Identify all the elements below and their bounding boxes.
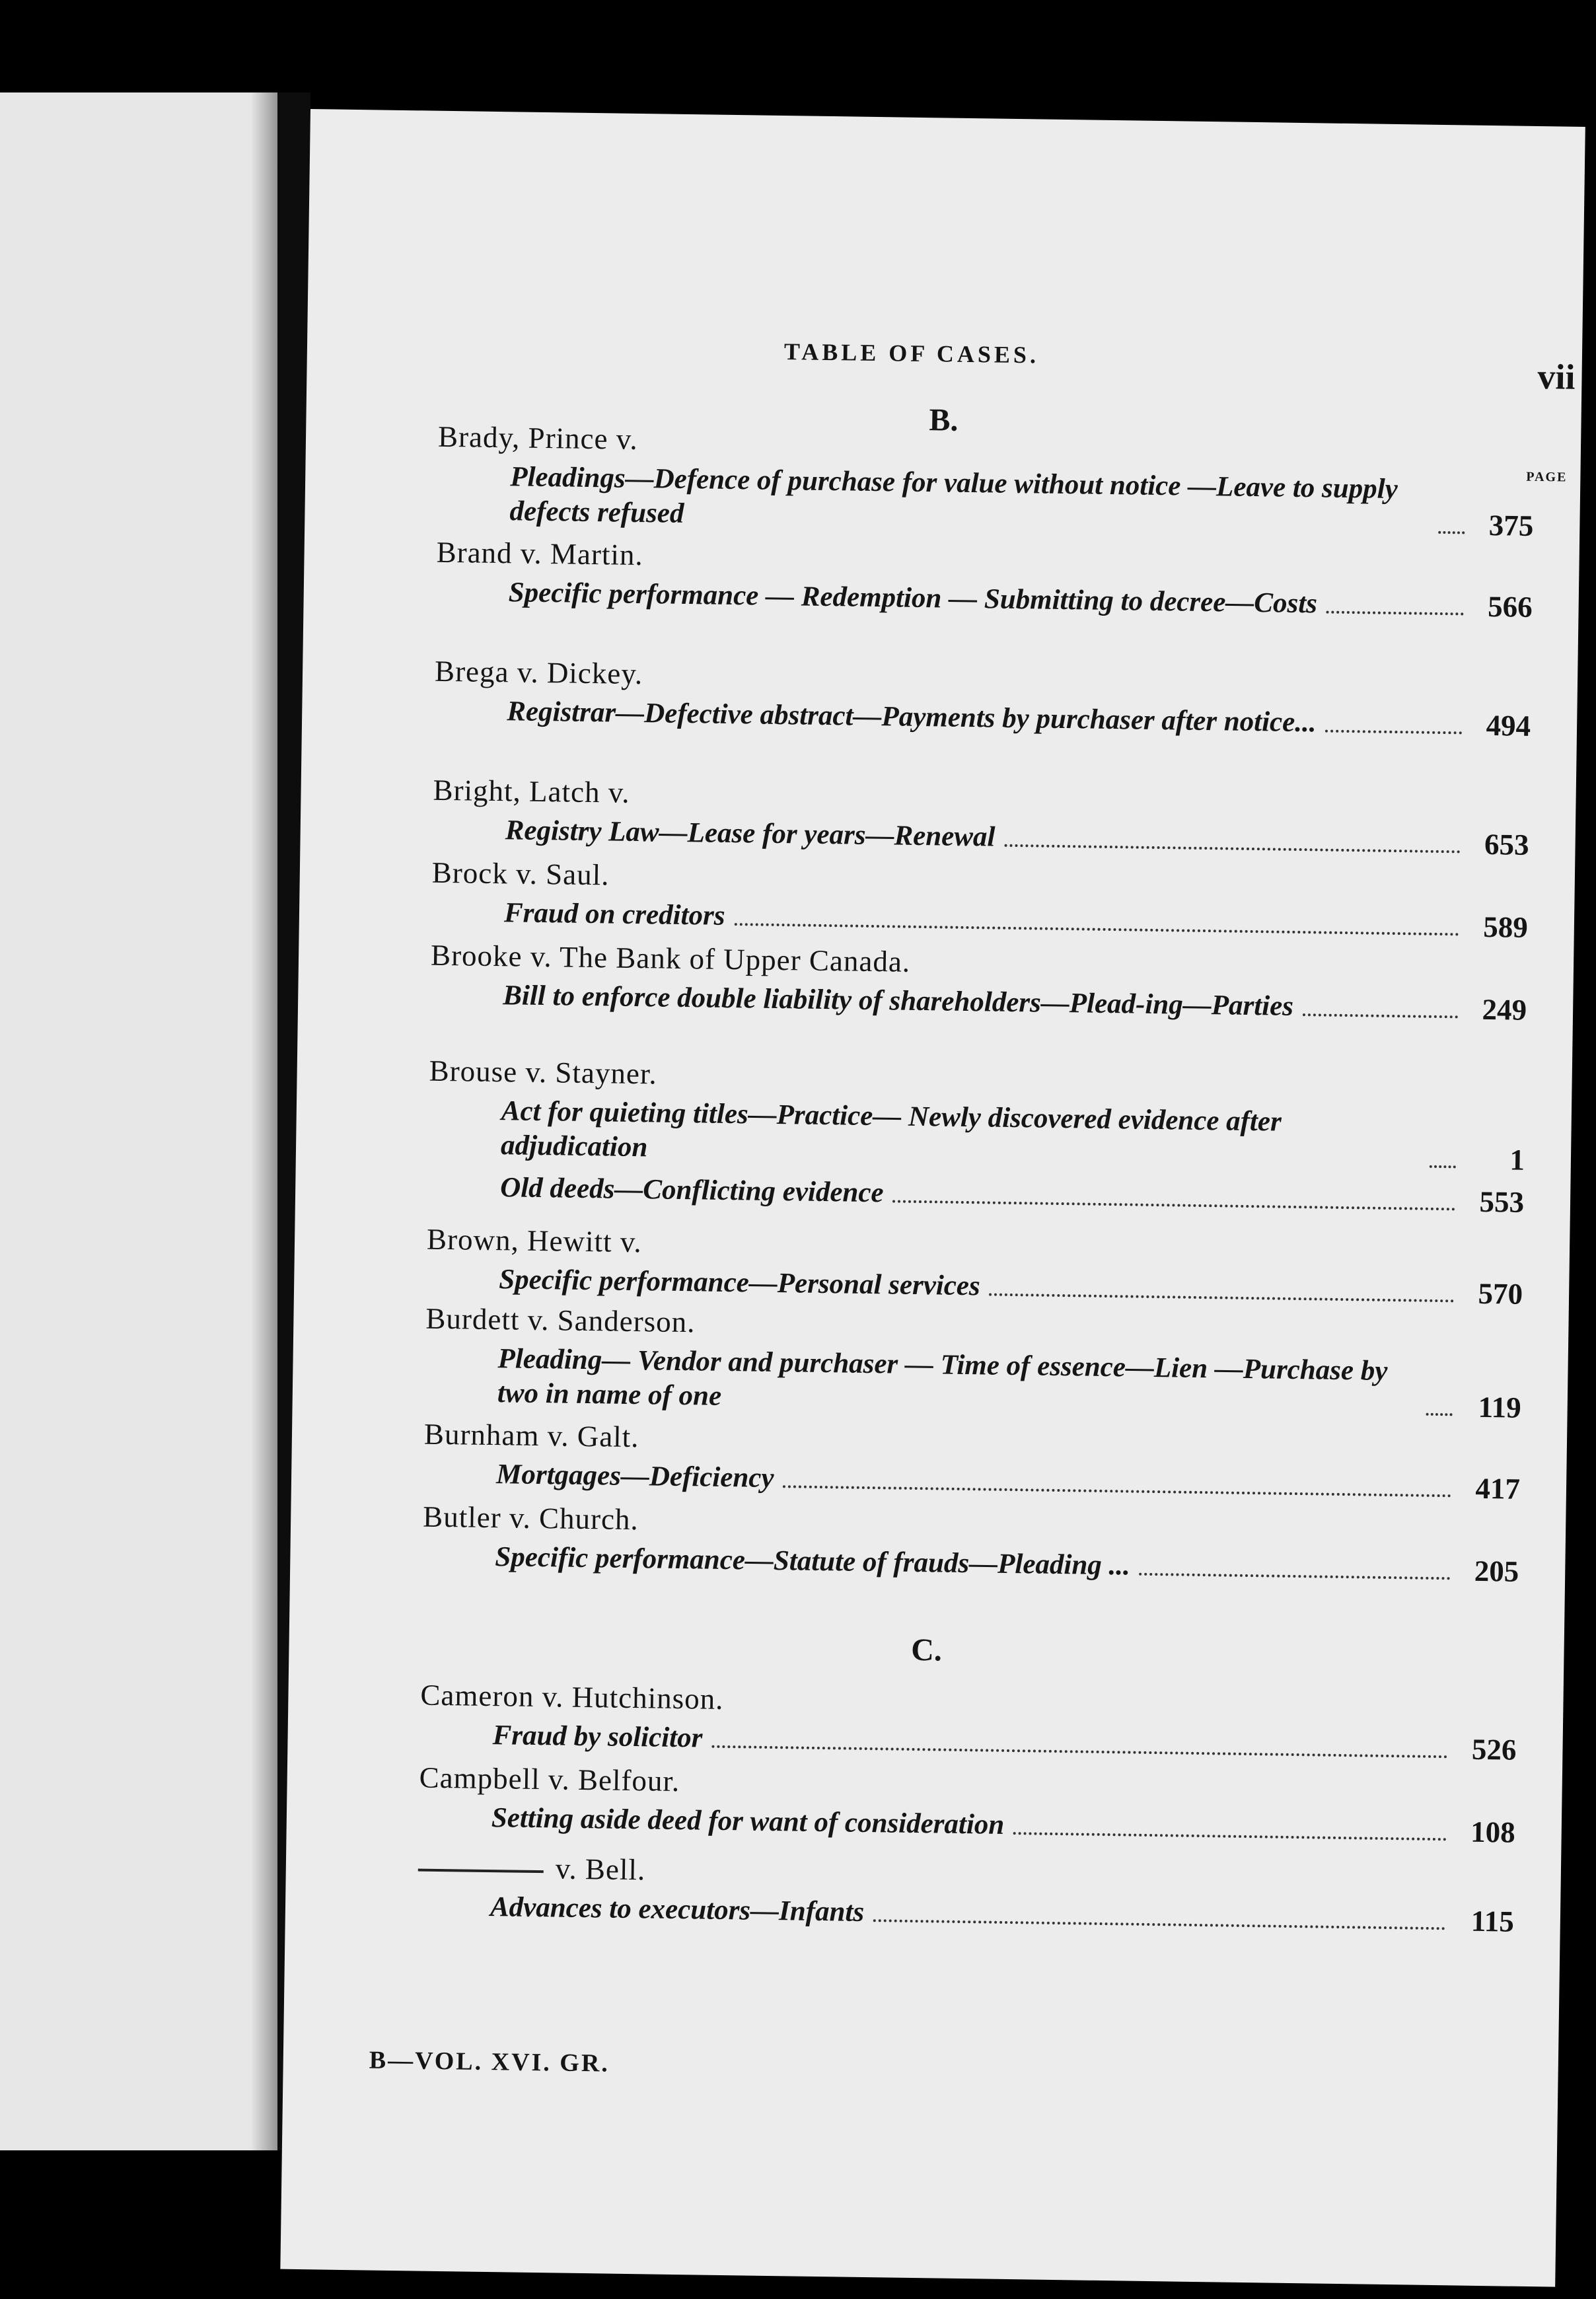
case-entry xyxy=(417,1848,1515,1939)
dot-leader xyxy=(1325,730,1462,735)
case-entry xyxy=(422,1498,1519,1589)
case-entry xyxy=(423,1416,1521,1506)
case-subject: Registrar—Defective abstract—Payments by purchaser after notice... xyxy=(506,696,1317,739)
signature-mark: B—VOL. XVI. GR. xyxy=(369,2046,610,2078)
dot-leader xyxy=(734,923,1459,935)
dot-leader xyxy=(1013,1832,1447,1841)
case-entry xyxy=(425,1300,1523,1425)
case-title: Bright, Latch v. xyxy=(433,773,630,809)
case-subject: Fraud by solicitor xyxy=(492,1720,703,1754)
case-subject: Pleading— Vendor and purchaser — Time of essence—Lien —Purchase by two in name of one xyxy=(497,1343,1388,1412)
page-reference: 108 xyxy=(1470,1815,1516,1849)
case-subject: Setting aside deed for want of consideration xyxy=(491,1802,1005,1841)
case-subject-line xyxy=(497,1342,1522,1425)
case-title: Brooke v. The Bank of Upper Canada. xyxy=(430,938,911,978)
page-number: vii xyxy=(1537,356,1576,397)
case-title: Butler v. Church. xyxy=(422,1500,639,1537)
case-subject: Pleadings—Defence of purchase for value without notice —Leave to supply defects refused xyxy=(509,461,1398,529)
dot-leader xyxy=(1426,1413,1453,1416)
case-subject-line xyxy=(500,1171,1525,1220)
dot-leader xyxy=(711,1745,1447,1759)
dot-leader xyxy=(1430,1165,1456,1169)
case-entry xyxy=(437,418,1535,543)
case-entry xyxy=(434,653,1531,743)
case-title: Brock v. Saul. xyxy=(431,856,610,892)
page-reference: 653 xyxy=(1484,827,1529,861)
case-title: v. Bell. xyxy=(555,1852,646,1887)
case-entry xyxy=(419,1759,1516,1850)
case-title: Cameron v. Hutchinson. xyxy=(420,1678,724,1716)
case-subject: Act for quieting titles—Practice— Newly discovered evidence after adjudication xyxy=(500,1095,1282,1163)
page-reference: 119 xyxy=(1478,1390,1522,1424)
running-head: TABLE OF CASES. xyxy=(783,338,1040,369)
dot-leader xyxy=(1438,531,1465,534)
left-page-fragment xyxy=(0,92,277,2150)
case-title: Campbell v. Belfour. xyxy=(419,1761,680,1798)
case-title: Brouse v. Stayner. xyxy=(429,1054,658,1091)
page-reference: 589 xyxy=(1483,910,1529,944)
ditto-dash xyxy=(418,1868,544,1873)
case-entry xyxy=(432,772,1529,862)
page-reference: 1 xyxy=(1509,1143,1525,1177)
case-entry xyxy=(427,1052,1526,1220)
case-subject-line xyxy=(501,1094,1525,1177)
page-reference: 526 xyxy=(1471,1732,1517,1767)
case-subject: Specific performance—Personal services xyxy=(498,1264,981,1302)
section-heading-c: C. xyxy=(910,1632,943,1668)
case-title: Burnham v. Galt. xyxy=(423,1417,639,1454)
case-title: Burdett v. Sanderson. xyxy=(425,1301,696,1339)
page-reference: 494 xyxy=(1486,708,1531,743)
case-entry xyxy=(435,534,1533,624)
section-heading-b: B. xyxy=(929,402,959,438)
page-reference: 249 xyxy=(1482,992,1527,1027)
case-subject: Specific performance — Redemption — Submitting to decree—Costs xyxy=(508,577,1318,620)
case-title: Brady, Prince v. xyxy=(437,420,639,456)
case-entry xyxy=(430,937,1527,1027)
case-title: Brown, Hewitt v. xyxy=(426,1222,643,1259)
case-subject: Registry Law—Lease for years—Renewal xyxy=(505,815,996,853)
page-reference: 566 xyxy=(1487,589,1533,624)
dot-leader xyxy=(892,1200,1455,1210)
page-reference: 205 xyxy=(1474,1554,1519,1588)
page-reference: 375 xyxy=(1488,508,1534,542)
case-subject-line xyxy=(509,460,1534,543)
case-subject: Bill to enforce double liability of shareholders—Plead-ing—Parties xyxy=(502,980,1294,1022)
case-subject: Specific performance—Statute of frauds—Pleading ... xyxy=(495,1541,1131,1582)
case-subject: Advances to executors—Infants xyxy=(490,1891,865,1928)
dot-leader xyxy=(1140,1573,1451,1580)
case-entry xyxy=(426,1221,1523,1311)
dot-leader xyxy=(1326,611,1464,616)
case-subject: Old deeds—Conflicting evidence xyxy=(499,1172,884,1209)
dot-leader xyxy=(1004,844,1460,854)
dot-leader xyxy=(783,1485,1451,1497)
page-reference: 115 xyxy=(1470,1904,1515,1938)
case-title: Brand v. Martin. xyxy=(436,535,644,572)
case-title: Brega v. Dickey. xyxy=(434,654,643,691)
page-column-label: PAGE xyxy=(1526,469,1568,485)
case-entry xyxy=(419,1677,1517,1767)
dot-leader xyxy=(873,1919,1445,1930)
case-subject: Fraud on creditors xyxy=(503,897,725,931)
page-reference: 417 xyxy=(1475,1471,1521,1506)
case-subject: Mortgages—Deficiency xyxy=(495,1459,774,1494)
page-reference: 570 xyxy=(1478,1276,1523,1311)
book-page xyxy=(280,109,1585,2287)
page-reference: 553 xyxy=(1479,1185,1525,1219)
dot-leader xyxy=(989,1294,1454,1303)
case-entry xyxy=(431,854,1529,945)
dot-leader xyxy=(1303,1013,1458,1018)
